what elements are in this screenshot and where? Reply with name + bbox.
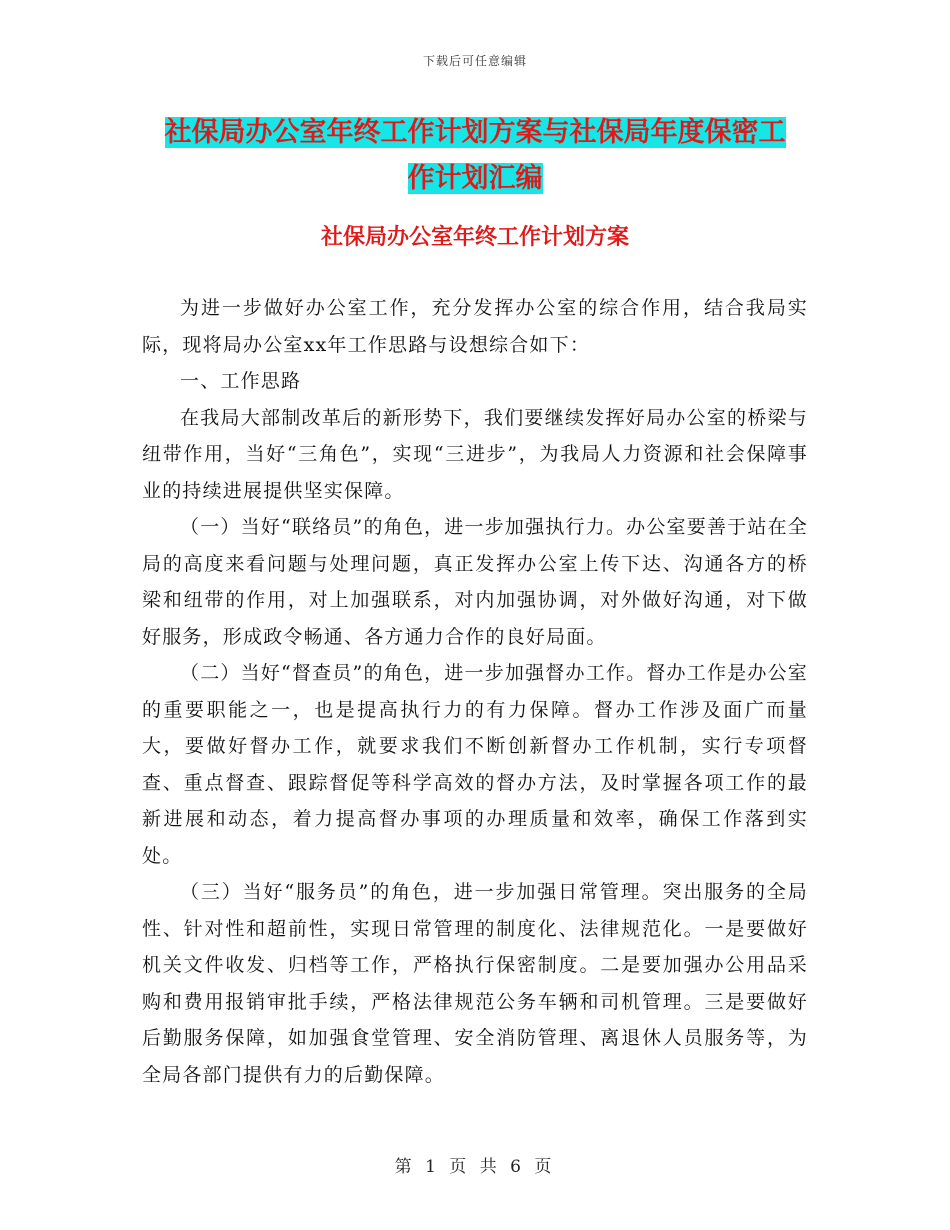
paragraph-liaison: （一）当好“联络员”的角色，进一步加强执行力。办公室要善于站在全局的高度来看问题与处理问题，真正发挥办公室上传下达、沟通各方的桥梁和纽带的作用，对上加强联系，对内加强协调，对外做好沟通，对下做好服务，形成政令畅通、各方通力合作的良好局面。 xyxy=(142,516,808,648)
main-title-line1: 社保局办公室年终工作计划方案与社保局年度保密工 xyxy=(164,117,786,148)
paragraph-context: 在我局大部制改革后的新形势下，我们要继续发挥好局办公室的桥梁与纽带作用，当好“三角色”，实现“三进步”，为我局人力资源和社会保障事业的持续进展提供坚实保障。 xyxy=(142,406,808,502)
paragraph-supervisor: （二）当好“督查员”的角色，进一步加强督办工作。督办工作是办公室的重要职能之一，也是提高执行力的有力保障。督办工作涉及面广而量大，要做好督办工作，就要求我们不断创新督办工作机制，实行专项督查、重点督查、跟踪督促等科学高效的督办方法，及时掌握各项工作的最新进展和动态，着力提高督办事项的办理质量和效率，确保工作落到实处。 xyxy=(142,662,808,867)
body-text xyxy=(142,290,808,1093)
section-title: 社保局办公室年终工作计划方案 xyxy=(320,225,629,250)
main-title-line2: 作计划汇编 xyxy=(407,163,543,194)
page-footer: 第 1 页 共 6 页 xyxy=(394,1157,556,1177)
paragraph-service: （三）当好“服务员”的角色，进一步加强日常管理。突出服务的全局性、针对性和超前性，实现日常管理的制度化、法律规范化。一是要做好机关文件收发、归档等工作，严格执行保密制度。二是要加强办公用品采购和费用报销审批手续，严格法律规范公务车辆和司机管理。三是要做好后勤服务保障，如加强食堂管理、安全消防管理、离退休人员服务等，为全局各部门提供有力的后勤保障。 xyxy=(142,881,808,1086)
header-note: 下载后可任意编辑 xyxy=(422,54,527,68)
paragraph-intro: 为进一步做好办公室工作，充分发挥办公室的综合作用，结合我局实际，现将局办公室xx年工作思路与设想综合如下： xyxy=(142,297,808,356)
main-title xyxy=(140,110,810,202)
paragraph-heading-1: 一、工作思路 xyxy=(180,370,302,392)
